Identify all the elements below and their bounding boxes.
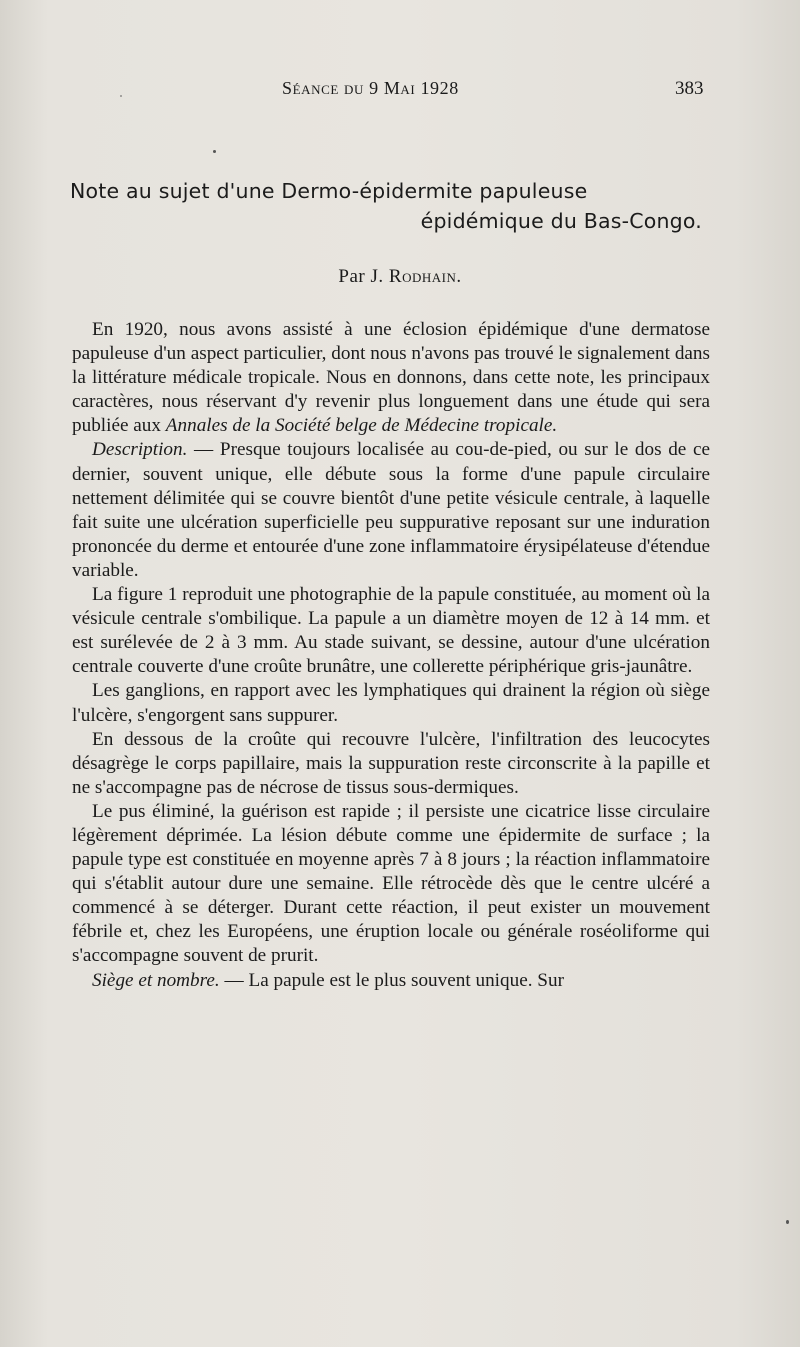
title-line-1: Note au sujet d'une Dermo-épidermite papuleuse (70, 179, 588, 203)
page-number: 383 (675, 78, 704, 99)
paragraph: Le pus éliminé, la guérison est rapide ; il persiste une cicatrice lisse circulaire légèrement déprimée. La lésion débute comme une épidermite de surface ; la papule type est constituée en moyenne après 7 à 8 jours ; la réaction inflammatoire qui s'établit autour dure une semaine. Elle rétrocède dès que le centre ulcéré a commencé à se déterger. Durant cette réaction, il peut exister un mouvement fébrile et, chez les Européens, une éruption locale ou générale roséoliforme qui s'accompagne souvent de prurit. (72, 800, 710, 967)
author-line (0, 266, 800, 288)
running-title: Séance du 9 Mai 1928 (282, 78, 459, 98)
paragraph: La figure 1 reproduit une photographie de la papule constituée, au moment où la vésicule centrale s'ombilique. La papule a un diamètre moyen de 12 à 14 mm. et est surélevée de 2 à 3 mm. Au stade suivant, se dessine, autour d'une ulcération centrale couverte d'une croûte brunâtre, une collerette périphérique gris-jaunâtre. (72, 584, 710, 678)
paragraph (72, 969, 710, 993)
paragraph-text: — Presque toujours localisée au cou-de-pied, ou sur le dos de ce dernier, souvent unique, elle débute sous la forme d'une papule circulaire nettement délimitée qui se couvre bientôt d'une petite vésicule centrale, à laquelle fait suite une ulcération superficielle peu suppurative reposant sur une induration prononcée du derme et entourée d'une zone inflammatoire érysipélateuse d'étendue variable. (72, 439, 710, 581)
article-body (72, 318, 710, 993)
journal-name: Annales de la Société belge de Médecine tropicale. (165, 415, 558, 437)
paragraph: Les ganglions, en rapport avec les lymphatiques qui drainent la région où siège l'ulcère, s'engorgent sans suppurer. (72, 680, 710, 726)
running-head (0, 78, 800, 108)
section-lead: Siège et nombre. (92, 969, 220, 991)
paper-speck (786, 1220, 789, 1224)
paragraph: En dessous de la croûte qui recouvre l'ulcère, l'infiltration des leucocytes désagrège le corps papillaire, mais la suppuration reste circonscrite à la papille et ne s'accompagne pas de nécrose de tissus sous-dermiques. (72, 728, 710, 798)
article-title (70, 176, 710, 236)
title-line-2: épidémique du Bas-Congo. (420, 209, 702, 233)
paragraph-text: — La papule est le plus souvent unique. Sur (219, 969, 564, 991)
paragraph (72, 318, 710, 438)
paper-speck (213, 150, 216, 153)
author-prefix: Par J. (338, 266, 384, 287)
author-name: Rodhain. (388, 266, 462, 287)
paper-speck (120, 95, 122, 97)
paragraph-text: En 1920, nous avons assisté à une éclosion épidémique d'une dermatose papuleuse d'un aspect particulier, dont nous n'avons pas trouvé le signalement dans la littérature médicale tropicale. Nous en donnons, dans cette note, les principaux caractères, nous réservant d'y revenir plus longuement dans une étude qui sera publiée aux (72, 319, 710, 437)
paragraph (72, 438, 710, 583)
section-lead: Description. (92, 439, 188, 461)
